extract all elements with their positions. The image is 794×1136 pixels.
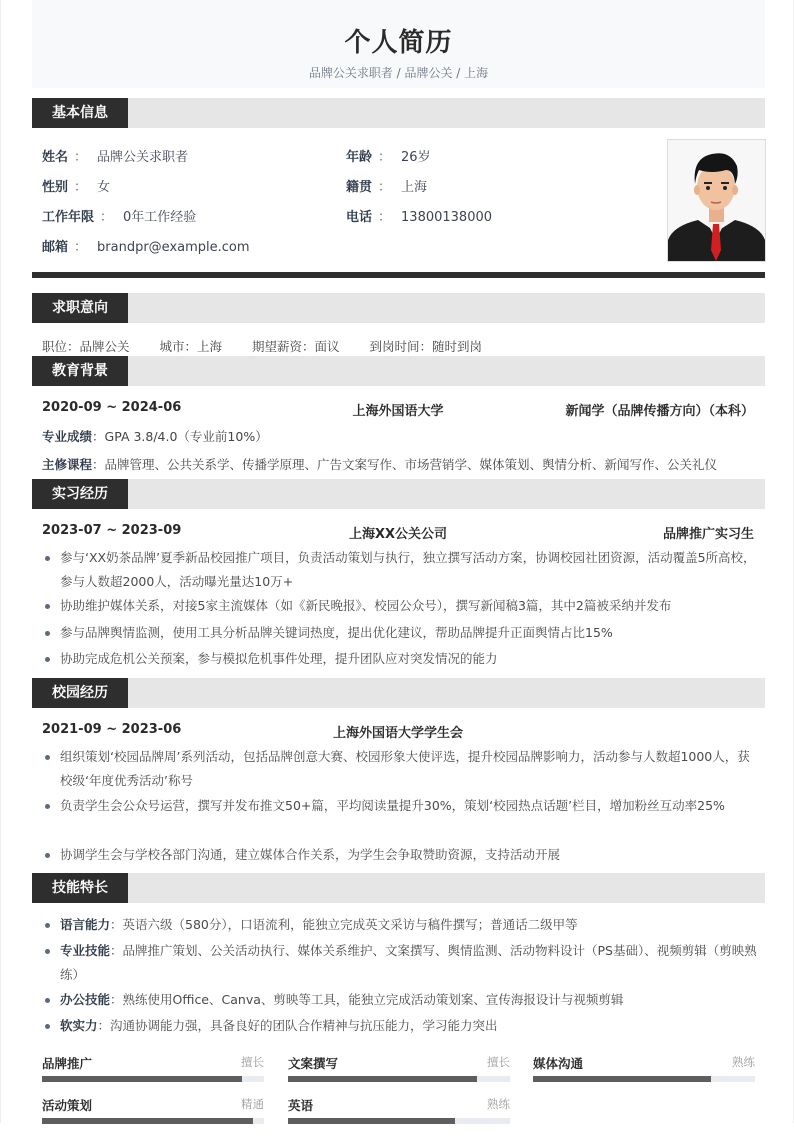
campus-period: 2021-09 ~ 2023-06 bbox=[42, 722, 182, 737]
education-major: 新闻学（品牌传播方向）（本科） bbox=[565, 404, 754, 419]
section-education bbox=[32, 356, 765, 386]
info-value: 上海 bbox=[401, 180, 428, 195]
intent-position: 职位：品牌公关 bbox=[42, 339, 130, 354]
info-gender: 性别 ： 女 bbox=[42, 180, 111, 195]
section-basic-info bbox=[32, 98, 765, 128]
campus-org: 上海外国语大学学生会 bbox=[332, 726, 463, 741]
info-label: 电话 bbox=[346, 210, 373, 225]
internship-bullet: 参与‘XX奶茶品牌’夏季新品校园推广项目，负责活动策划与执行，独立撰写活动方案，协调校园社团资源，活动覆盖5所高校，参与人数超2000人，活动曝光量达10万+ bbox=[42, 546, 758, 594]
info-name: 姓名 ： 品牌公关求职者 bbox=[42, 150, 189, 165]
section-title: 求职意向 bbox=[32, 293, 128, 323]
internship-company: 上海XX公关公司 bbox=[348, 527, 448, 542]
progress-bar bbox=[288, 1118, 510, 1124]
section-title: 校园经历 bbox=[32, 678, 128, 708]
job-intent-row bbox=[42, 337, 482, 355]
avatar-illustration-icon bbox=[668, 140, 765, 261]
section-internship bbox=[32, 479, 765, 509]
info-email: 邮箱 ： brandpr@example.com bbox=[42, 240, 250, 255]
progress-bar bbox=[288, 1076, 510, 1082]
campus-bullet: 协调学生会与学校各部门沟通，建立媒体合作关系，为学生会争取赞助资源，支持活动开展 bbox=[42, 843, 758, 867]
skill-bullet: 语言能力：英语六级（580分），口语流利，能独立完成英文采访与稿件撰写；普通话二级甲等 bbox=[42, 913, 758, 937]
info-hometown: 籍贯 ： 上海 bbox=[346, 180, 428, 195]
section-campus bbox=[32, 678, 765, 708]
internship-bullet: 协助维护媒体关系，对接5家主流媒体（如《新民晚报》、校园公众号），撰写新闻稿3篇，其中2篇被采纳并发布 bbox=[42, 594, 758, 618]
info-value: 13800138000 bbox=[401, 210, 493, 225]
skill-bar-brand: 品牌推广 擅长 bbox=[42, 1054, 264, 1094]
info-label: 邮箱 bbox=[42, 240, 69, 255]
section-title: 基本信息 bbox=[32, 98, 128, 128]
info-label: 年龄 bbox=[346, 150, 373, 165]
education-courses: 主修课程：品牌管理、公共关系学、传播学原理、广告文案写作、市场营销学、媒体策划、舆情分析、新闻写作、公关礼仪 bbox=[42, 457, 718, 472]
info-value: 女 bbox=[97, 180, 111, 195]
section-divider bbox=[32, 272, 765, 278]
section-skills bbox=[32, 873, 765, 903]
campus-bullet: 组织策划‘校园品牌周’系列活动，包括品牌创意大赛、校园形象大使评选，提升校园品牌影响力，活动参与人数超1000人，获校级‘年度优秀活动’称号 bbox=[42, 745, 758, 793]
skill-bullet: 软实力：沟通协调能力强，具备良好的团队合作精神与抗压能力，学习能力突出 bbox=[42, 1014, 758, 1038]
progress-bar bbox=[42, 1076, 264, 1082]
internship-bullet: 协助完成危机公关预案，参与模拟危机事件处理，提升团队应对突发情况的能力 bbox=[42, 647, 758, 671]
info-label: 姓名 bbox=[42, 150, 69, 165]
internship-role: 品牌推广实习生 bbox=[662, 527, 754, 542]
progress-bar bbox=[533, 1076, 755, 1082]
info-value: brandpr@example.com bbox=[97, 240, 250, 255]
campus-entry-header bbox=[42, 722, 754, 740]
intent-salary: 期望薪资：面议 bbox=[252, 339, 340, 354]
internship-bullet: 参与品牌舆情监测，使用工具分析品牌关键词热度，提出优化建议，帮助品牌提升正面舆情占比15% bbox=[42, 621, 758, 645]
info-label: 工作年限 bbox=[42, 210, 95, 225]
progress-bar bbox=[42, 1118, 264, 1124]
resume-subtitle: 品牌公关求职者 / 品牌公关 / 上海 bbox=[308, 66, 489, 80]
resume-title: 个人简历 bbox=[344, 28, 453, 58]
skill-bar-media: 媒体沟通 熟练 bbox=[533, 1054, 755, 1094]
internship-entry-header bbox=[42, 523, 754, 541]
skill-bar-copywriting: 文案撰写 擅长 bbox=[288, 1054, 510, 1094]
info-label: 籍贯 bbox=[346, 180, 373, 195]
info-value: 0年工作经验 bbox=[123, 210, 197, 225]
section-title: 实习经历 bbox=[32, 479, 128, 509]
education-school: 上海外国语大学 bbox=[352, 404, 444, 419]
internship-period: 2023-07 ~ 2023-09 bbox=[42, 523, 182, 538]
profile-photo bbox=[667, 139, 766, 262]
resume-header bbox=[32, 0, 765, 88]
skill-bullet: 专业技能：品牌推广策划、公关活动执行、媒体关系维护、文案撰写、舆情监测、活动物料设计（PS基础）、视频剪辑（剪映熟练） bbox=[42, 939, 758, 987]
info-label: 性别 bbox=[42, 180, 69, 195]
section-title: 教育背景 bbox=[32, 356, 128, 386]
section-title: 技能特长 bbox=[32, 873, 128, 903]
skill-bar-english: 英语 熟练 bbox=[288, 1096, 510, 1136]
info-experience-years: 工作年限 ： 0年工作经验 bbox=[42, 210, 197, 225]
education-gpa: 专业成绩：GPA 3.8/4.0（专业前10%） bbox=[42, 429, 268, 444]
info-value: 品牌公关求职者 bbox=[97, 150, 189, 165]
education-entry-header bbox=[42, 400, 754, 418]
intent-city: 城市：上海 bbox=[159, 339, 223, 354]
skill-bar-events: 活动策划 精通 bbox=[42, 1096, 264, 1136]
info-age: 年龄 ： 26岁 bbox=[346, 150, 431, 165]
info-phone: 电话 ： 13800138000 bbox=[346, 210, 493, 225]
section-job-intent bbox=[32, 293, 765, 323]
campus-bullet: 负责学生会公众号运营，撰写并发布推文50+篇，平均阅读量提升30%，策划‘校园热点话题’栏目，增加粉丝互动率25% bbox=[42, 794, 772, 818]
info-value: 26岁 bbox=[401, 150, 431, 165]
education-period: 2020-09 ~ 2024-06 bbox=[42, 400, 182, 415]
skill-bullet: 办公技能：熟练使用Office、Canva、剪映等工具，能独立完成活动策划案、宣传海报设计与视频剪辑 bbox=[42, 988, 758, 1012]
intent-arrival: 到岗时间：随时到岗 bbox=[369, 339, 483, 354]
